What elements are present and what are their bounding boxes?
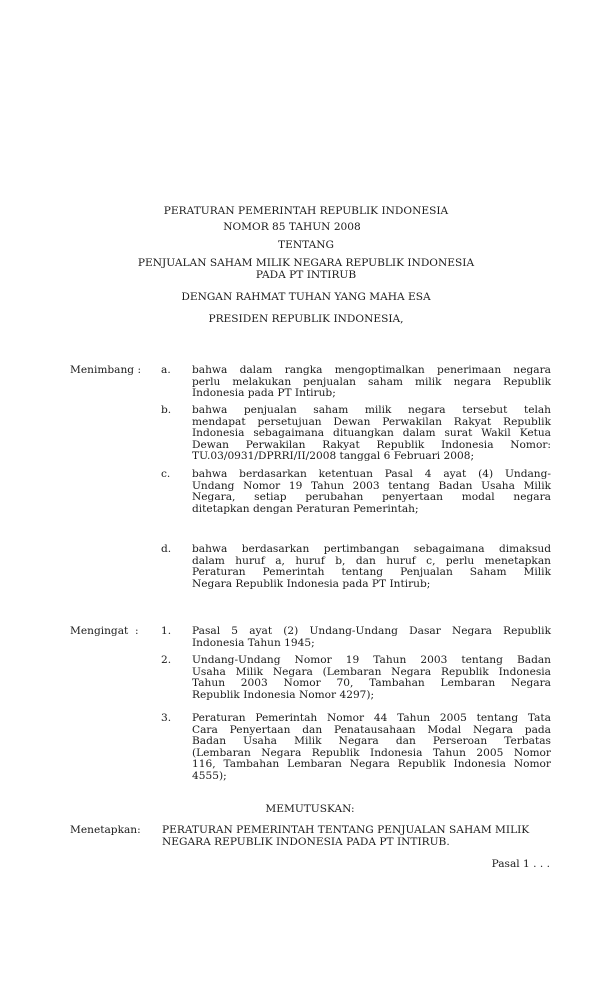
mengingat-label: Mengingat : [70,625,139,637]
item-marker: 3. [161,712,172,724]
text-line: ditetapkan dengan Peraturan Pemerintah; [192,502,419,515]
text-line: bahwa dalam rangka mengoptimalkan penerimaan negara [192,364,551,376]
text-line: Dewan Perwakilan Rakyat Republik Indonesia Nomor: [192,438,551,451]
text-line: bahwa berdasarkan ketentuan Pasal 4 ayat (4) Undang- [192,468,551,480]
text-line: Undang Nomor 19 Tahun 2003 tentang Badan Usaha Milik [192,479,551,492]
text-line: bahwa penjualan saham milik negara tersebut telah [192,404,551,416]
item-marker: b. [161,404,172,416]
item-marker: 2. [161,654,172,666]
text-line: Usaha Milik Negara (Lembaran Negara Republik Indonesia [192,665,551,678]
decision-heading: MEMUTUSKAN: [265,803,355,815]
text-line: Pasal 5 ayat (2) Undang-Undang Dasar Negara Republik [192,625,551,637]
item-marker: c. [161,468,171,480]
text-line: mendapat persetujuan Dewan Perwakilan Rakyat Republik [192,415,551,428]
text-line: Peraturan Pemerintah Nomor 44 Tahun 2005 tentang Tata [192,712,551,724]
text-line: bahwa berdasarkan pertimbangan sebagaimana dimaksud [192,543,551,555]
text-line: Cara Penyertaan dan Penatausahaan Modal Negara pada [192,723,551,736]
text-line: Indonesia pada PT Intirub; [192,387,336,400]
item-text [192,405,551,463]
text-line: Indonesia sebagaimana dituangkan dalam surat Wakil Ketua [192,427,551,440]
text-line: Negara, setiap perubahan penyertaan modal negara [192,491,551,504]
text-line: Peraturan Pemerintah tentang Penjualan Saham Milik [192,566,551,579]
text-line: Tahun 2003 Nomor 70, Tambahan Lembaran Negara [192,677,551,690]
menimbang-label: Menimbang : [70,364,142,376]
item-text [192,365,551,400]
text-line: PERATURAN PEMERINTAH TENTANG PENJUALAN SAHAM MILIK [162,824,530,836]
text-line: dalam huruf a, huruf b, dan huruf c, perlu menetapkan [192,554,551,567]
text-line: Undang-Undang Nomor 19 Tahun 2003 tentang Badan [192,654,551,666]
about-heading: TENTANG [278,239,334,251]
subject-line-2: PADA PT INTIRUB [255,269,357,281]
continuation-marker: Pasal 1 . . . [491,858,550,870]
item-marker: a. [161,364,171,376]
text-line: Republik Indonesia Nomor 4297); [192,688,375,701]
subject-line-1: PENJUALAN SAHAM MILIK NEGARA REPUBLIK INDONESIA [137,257,475,269]
text-line: 4555); [192,769,227,782]
item-text [192,469,551,515]
invocation: DENGAN RAHMAT TUHAN YANG MAHA ESA [181,291,431,303]
text-line: 116, Tambahan Lembaran Negara Republik Indonesia Nomor [192,758,551,771]
text-line: TU.03/0931/DPRRI/II/2008 tanggal 6 Februari 2008; [192,450,475,463]
president-heading: PRESIDEN REPUBLIK INDONESIA, [208,313,404,325]
text-line: Badan Usaha Milik Negara dan Perseroan Terbatas [192,735,551,748]
text-line: perlu melakukan penjualan saham milik negara Republik [192,375,551,388]
menetapkan-label: Menetapkan: [70,824,141,836]
text-line: (Lembaran Negara Republik Indonesia Tahun 2005 Nomor [192,746,551,759]
text-line: Negara Republik Indonesia pada PT Intirub; [192,577,431,590]
regulation-number: NOMOR 85 TAHUN 2008 [223,221,361,233]
regulation-title: PERATURAN PEMERINTAH REPUBLIK INDONESIA [163,205,449,217]
menetapkan-text [162,825,552,848]
text-line: Indonesia Tahun 1945; [192,636,315,649]
item-text [192,713,551,783]
item-text [192,544,551,590]
item-text [192,655,551,701]
item-text [192,626,551,649]
item-marker: d. [161,543,172,555]
item-marker: 1. [161,625,172,637]
text-line: NEGARA REPUBLIK INDONESIA PADA PT INTIRUB. [162,835,450,848]
